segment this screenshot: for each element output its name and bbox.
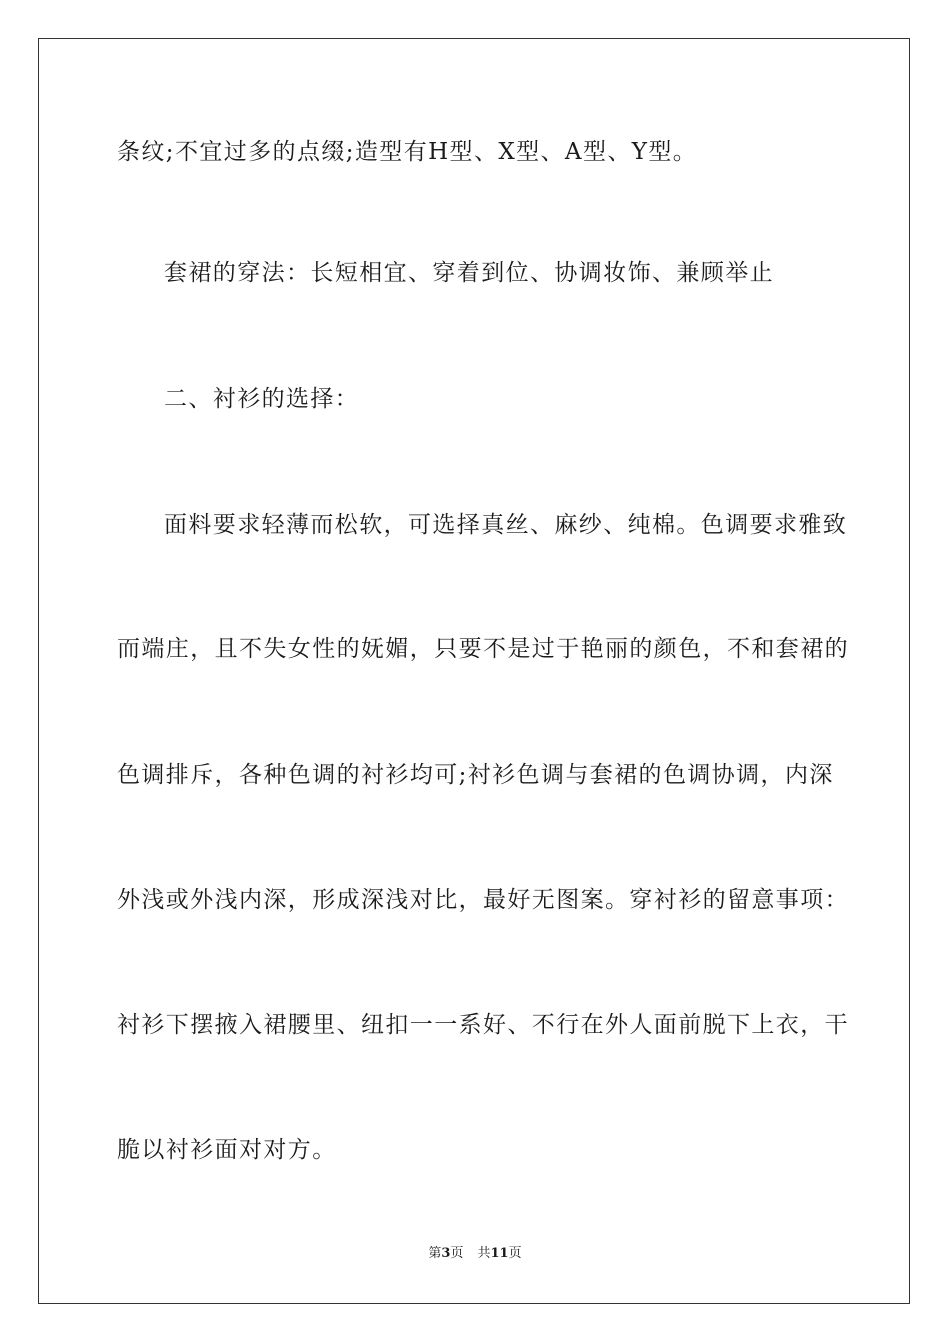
page-border: [38, 38, 910, 1304]
footer-total-prefix: 共: [477, 1246, 491, 1261]
page-footer: [0, 1245, 950, 1263]
section-heading: 二、衬衫的选择：: [164, 386, 360, 412]
body-line-8: 衬衫下摆掖入裙腰里、纽扣一一系好、不行在外人面前脱下上衣，干: [117, 1012, 849, 1038]
body-line-7: 外浅或外浅内深，形成深浅对比，最好无图案。穿衬衫的留意事项：: [117, 887, 849, 913]
body-line-1: 条纹;不宜过多的点缀;造型有H型、X型、A型、Y型。: [117, 139, 698, 165]
body-line-4: 面料要求轻薄而松软，可选择真丝、麻纱、纯棉。色调要求雅致: [164, 512, 848, 538]
footer-total-suffix: 页: [508, 1246, 522, 1261]
body-line-9: 脆以衬衫面对对方。: [117, 1137, 337, 1163]
footer-page-suffix: 页: [450, 1246, 464, 1261]
footer-total-pages: 11: [490, 1246, 509, 1261]
body-line-6: 色调排斥，各种色调的衬衫均可;衬衫色调与套裙的色调协调，内深: [117, 762, 834, 788]
body-line-2: 套裙的穿法：长短相宜、穿着到位、协调妆饰、兼顾举止: [164, 260, 774, 286]
body-line-5: 而端庄，且不失女性的妩媚，只要不是过于艳丽的颜色，不和套裙的: [117, 636, 849, 662]
footer-page-number: 3: [441, 1246, 451, 1261]
footer-page-prefix: 第: [428, 1246, 442, 1261]
